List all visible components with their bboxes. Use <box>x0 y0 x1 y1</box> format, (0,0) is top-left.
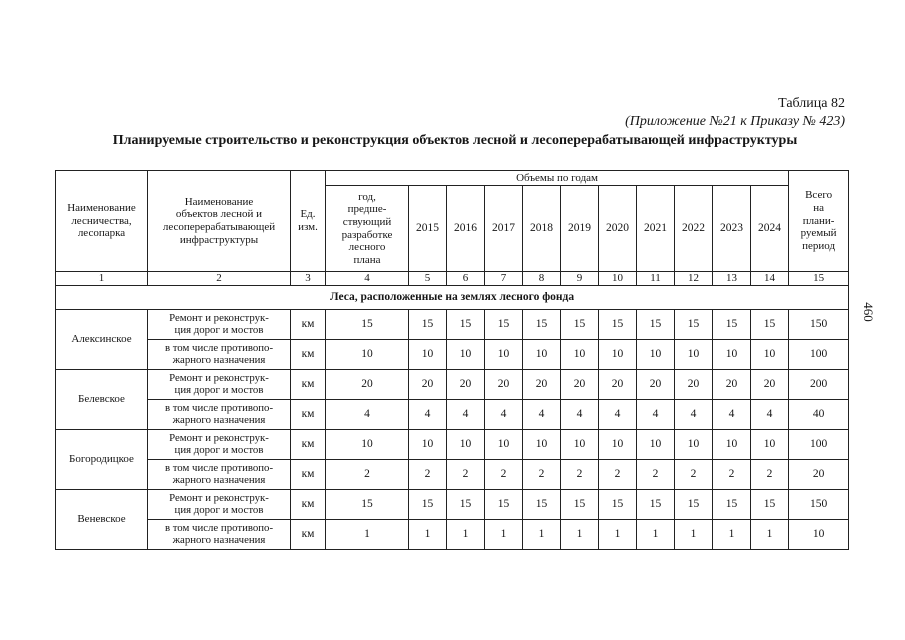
year-value: 10 <box>485 340 523 370</box>
year-value: 2 <box>675 460 713 490</box>
year-value: 1 <box>713 520 751 550</box>
year-value: 2 <box>409 460 447 490</box>
year-value: 2 <box>637 460 675 490</box>
total-value: 100 <box>789 340 849 370</box>
object-name: в том числе противопо- жарного назначения <box>148 520 291 550</box>
year-value: 15 <box>447 490 485 520</box>
total-value: 200 <box>789 370 849 400</box>
year-value: 15 <box>751 310 789 340</box>
year-value: 20 <box>713 370 751 400</box>
total-value: 20 <box>789 460 849 490</box>
object-name: Ремонт и реконструк- ция дорог и мостов <box>148 490 291 520</box>
column-number: 7 <box>485 272 523 286</box>
year-value: 10 <box>713 430 751 460</box>
year-value: 10 <box>485 430 523 460</box>
year-value: 15 <box>675 490 713 520</box>
year-value: 4 <box>675 400 713 430</box>
total-value: 10 <box>789 520 849 550</box>
year-value: 10 <box>409 340 447 370</box>
prior-year-value: 20 <box>326 370 409 400</box>
unit: км <box>291 430 326 460</box>
table-body <box>56 272 849 550</box>
year-value: 4 <box>561 400 599 430</box>
year-value: 10 <box>675 340 713 370</box>
year-value: 10 <box>751 340 789 370</box>
header-prior-year: год, предше- ствующий разработке лесного плана <box>326 186 409 272</box>
header-year-2018: 2018 <box>523 186 561 272</box>
column-number: 11 <box>637 272 675 286</box>
header-total: Всего на плани- руемый период <box>789 171 849 272</box>
column-number: 4 <box>326 272 409 286</box>
year-value: 20 <box>637 370 675 400</box>
header-year-2019: 2019 <box>561 186 599 272</box>
header-year-2017: 2017 <box>485 186 523 272</box>
year-value: 1 <box>599 520 637 550</box>
table-row <box>56 460 849 490</box>
forestry-name: Богородицкое <box>56 430 148 490</box>
prior-year-value: 15 <box>326 490 409 520</box>
table-row <box>56 310 849 340</box>
total-value: 100 <box>789 430 849 460</box>
year-value: 15 <box>485 490 523 520</box>
column-number-row <box>56 272 849 286</box>
year-value: 15 <box>523 310 561 340</box>
column-number: 3 <box>291 272 326 286</box>
year-value: 4 <box>485 400 523 430</box>
unit: км <box>291 340 326 370</box>
table-row <box>56 520 849 550</box>
year-value: 4 <box>599 400 637 430</box>
year-value: 15 <box>561 310 599 340</box>
column-number: 14 <box>751 272 789 286</box>
column-number: 8 <box>523 272 561 286</box>
year-value: 15 <box>485 310 523 340</box>
header-unit: Ед. изм. <box>291 171 326 272</box>
header-year-2022: 2022 <box>675 186 713 272</box>
year-value: 4 <box>447 400 485 430</box>
year-value: 20 <box>409 370 447 400</box>
column-number: 2 <box>148 272 291 286</box>
year-value: 4 <box>713 400 751 430</box>
year-value: 20 <box>523 370 561 400</box>
forestry-name: Белевское <box>56 370 148 430</box>
year-value: 1 <box>637 520 675 550</box>
year-value: 10 <box>447 430 485 460</box>
prior-year-value: 10 <box>326 430 409 460</box>
total-value: 150 <box>789 490 849 520</box>
unit: км <box>291 490 326 520</box>
header-year-2023: 2023 <box>713 186 751 272</box>
section-row <box>56 286 849 310</box>
year-value: 20 <box>485 370 523 400</box>
object-name: в том числе противопо- жарного назначения <box>148 340 291 370</box>
year-value: 1 <box>523 520 561 550</box>
table-label: Таблица 82 <box>778 96 845 111</box>
page-number: 460 <box>860 302 876 322</box>
year-value: 10 <box>447 340 485 370</box>
prior-year-value: 2 <box>326 460 409 490</box>
year-value: 10 <box>523 430 561 460</box>
prior-year-value: 15 <box>326 310 409 340</box>
year-value: 20 <box>751 370 789 400</box>
year-value: 4 <box>523 400 561 430</box>
header-year-2024: 2024 <box>751 186 789 272</box>
section-title: Леса, расположенные на землях лесного фонда <box>56 286 849 310</box>
header-row-top <box>56 171 849 186</box>
year-value: 1 <box>561 520 599 550</box>
column-number: 1 <box>56 272 148 286</box>
header-year-2021: 2021 <box>637 186 675 272</box>
prior-year-value: 1 <box>326 520 409 550</box>
year-value: 2 <box>523 460 561 490</box>
year-value: 1 <box>485 520 523 550</box>
table-row <box>56 370 849 400</box>
header-year-2016: 2016 <box>447 186 485 272</box>
year-value: 15 <box>561 490 599 520</box>
year-value: 10 <box>561 430 599 460</box>
header-volumes-by-year: Объемы по годам <box>326 171 789 186</box>
table-row <box>56 340 849 370</box>
year-value: 15 <box>409 490 447 520</box>
year-value: 15 <box>447 310 485 340</box>
year-value: 4 <box>751 400 789 430</box>
year-value: 1 <box>447 520 485 550</box>
year-value: 20 <box>561 370 599 400</box>
table-row <box>56 400 849 430</box>
year-value: 10 <box>599 430 637 460</box>
year-value: 10 <box>637 430 675 460</box>
column-number: 15 <box>789 272 849 286</box>
header-forestry: Наименование лесничества, лесопарка <box>56 171 148 272</box>
year-value: 10 <box>523 340 561 370</box>
prior-year-value: 4 <box>326 400 409 430</box>
unit: км <box>291 310 326 340</box>
year-value: 2 <box>713 460 751 490</box>
year-value: 2 <box>751 460 789 490</box>
year-value: 20 <box>447 370 485 400</box>
object-name: Ремонт и реконструк- ция дорог и мостов <box>148 370 291 400</box>
year-value: 2 <box>599 460 637 490</box>
appendix-note: (Приложение №21 к Приказу № 423) <box>625 114 845 129</box>
year-value: 15 <box>409 310 447 340</box>
column-number: 9 <box>561 272 599 286</box>
year-value: 15 <box>751 490 789 520</box>
year-value: 15 <box>637 490 675 520</box>
year-value: 15 <box>713 490 751 520</box>
year-value: 1 <box>675 520 713 550</box>
year-value: 15 <box>599 310 637 340</box>
year-value: 1 <box>409 520 447 550</box>
year-value: 4 <box>409 400 447 430</box>
header-object: Наименование объектов лесной и лесоперерабатывающей инфраструктуры <box>148 171 291 272</box>
year-value: 2 <box>485 460 523 490</box>
unit: км <box>291 400 326 430</box>
column-number: 5 <box>409 272 447 286</box>
header-year-2015: 2015 <box>409 186 447 272</box>
year-value: 2 <box>447 460 485 490</box>
year-value: 10 <box>599 340 637 370</box>
column-number: 12 <box>675 272 713 286</box>
forestry-name: Алексинское <box>56 310 148 370</box>
year-value: 10 <box>751 430 789 460</box>
object-name: в том числе противопо- жарного назначения <box>148 460 291 490</box>
table-row <box>56 490 849 520</box>
object-name: Ремонт и реконструк- ция дорог и мостов <box>148 430 291 460</box>
unit: км <box>291 460 326 490</box>
prior-year-value: 10 <box>326 340 409 370</box>
table-row <box>56 430 849 460</box>
year-value: 10 <box>713 340 751 370</box>
year-value: 2 <box>561 460 599 490</box>
total-value: 150 <box>789 310 849 340</box>
year-value: 15 <box>637 310 675 340</box>
year-value: 20 <box>675 370 713 400</box>
year-value: 10 <box>561 340 599 370</box>
year-value: 15 <box>599 490 637 520</box>
header-year-2020: 2020 <box>599 186 637 272</box>
object-name: в том числе противопо- жарного назначения <box>148 400 291 430</box>
year-value: 10 <box>637 340 675 370</box>
year-value: 15 <box>523 490 561 520</box>
unit: км <box>291 520 326 550</box>
column-number: 13 <box>713 272 751 286</box>
year-value: 15 <box>713 310 751 340</box>
year-value: 4 <box>637 400 675 430</box>
object-name: Ремонт и реконструк- ция дорог и мостов <box>148 310 291 340</box>
year-value: 10 <box>675 430 713 460</box>
document-title: Планируемые строительство и реконструкция объектов лесной и лесоперерабатывающей инфраструктуры <box>112 133 798 148</box>
column-number: 10 <box>599 272 637 286</box>
year-value: 20 <box>599 370 637 400</box>
total-value: 40 <box>789 400 849 430</box>
forestry-name: Веневское <box>56 490 148 550</box>
column-number: 6 <box>447 272 485 286</box>
unit: км <box>291 370 326 400</box>
year-value: 1 <box>751 520 789 550</box>
year-value: 10 <box>409 430 447 460</box>
infrastructure-table <box>55 170 849 550</box>
year-value: 15 <box>675 310 713 340</box>
